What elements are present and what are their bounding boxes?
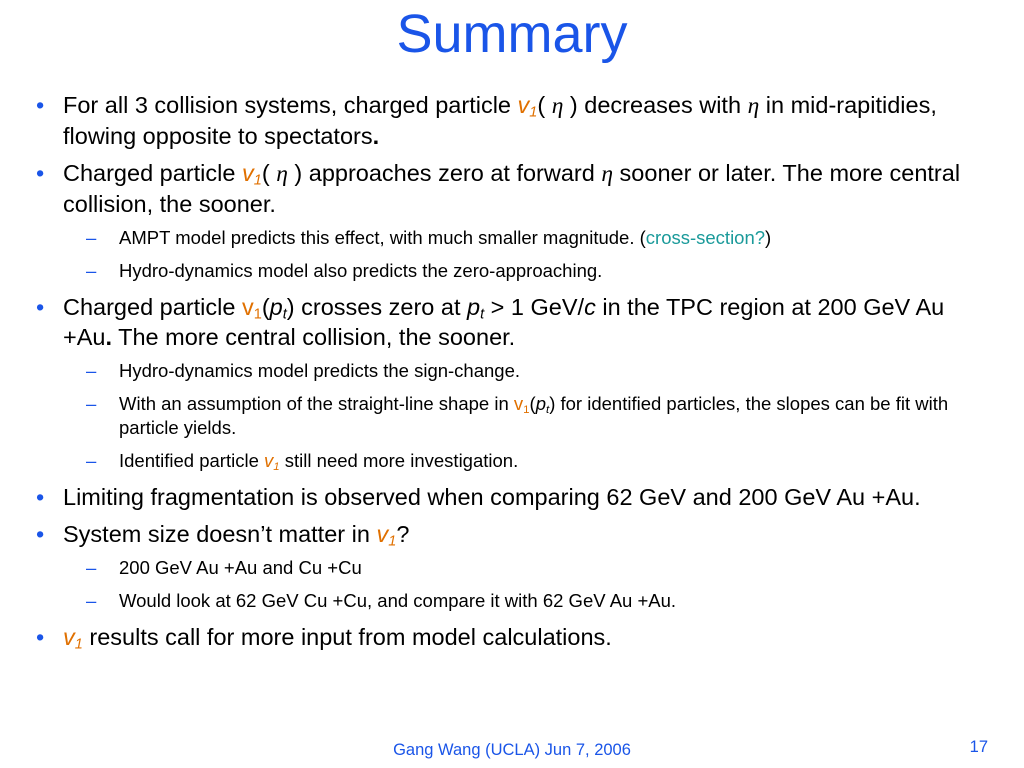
v1-symbol: [241, 294, 262, 323]
text-segment: > 1 GeV/: [484, 294, 585, 320]
pt-symbol: [467, 294, 485, 323]
bullet-icon: •: [36, 521, 45, 547]
subscript: t: [480, 306, 485, 323]
bullet-item: [36, 292, 986, 352]
bullet-icon: •: [36, 92, 45, 118]
text-segment: Charged particle: [63, 160, 242, 186]
v-letter: v: [241, 294, 254, 320]
text-segment: ) crosses zero at: [286, 294, 468, 320]
sub-bullet-item: [36, 226, 986, 250]
text-segment: in mid-rapitidies, flowing opposite to spectators: [63, 92, 937, 149]
text-segment: Would look at 62 GeV Cu +Cu, and compare it with 62 GeV Au +Au.: [119, 590, 677, 611]
text-segment: ?: [396, 521, 410, 547]
v-letter: v: [241, 160, 254, 186]
c-symbol: c: [584, 294, 596, 320]
cross-section-link[interactable]: cross-section?: [645, 227, 766, 248]
p-letter: p: [269, 294, 283, 320]
text-segment: .: [372, 123, 380, 149]
v-letter: v: [517, 92, 530, 118]
text-segment: Identified particle: [119, 450, 265, 471]
dash-icon: –: [86, 227, 97, 248]
eta-symbol: η: [601, 161, 614, 187]
sub-bullet-item: [36, 359, 986, 383]
slide-title: Summary: [396, 4, 628, 64]
dash-icon: –: [86, 360, 97, 381]
bullet-item: [36, 622, 986, 652]
bullet-icon: •: [36, 160, 45, 186]
v-letter: v: [376, 521, 389, 547]
text-segment: still need more investigation.: [279, 450, 519, 471]
text-segment: The more central collision, the sooner.: [112, 324, 516, 350]
eta-symbol: η: [276, 161, 288, 187]
v1-symbol: [63, 624, 83, 653]
subscript: t: [282, 306, 287, 323]
text-segment: (: [529, 393, 536, 414]
text-segment: 200 GeV Au +Au and Cu +Cu: [119, 557, 362, 578]
bullet-icon: •: [36, 624, 45, 650]
v1-symbol: [517, 92, 538, 121]
sub-bullet-item: [36, 556, 986, 580]
text-segment: (: [261, 160, 277, 186]
text-segment: ) decreases with: [563, 92, 748, 118]
text-segment: For all 3 collision systems, charged particle: [63, 92, 518, 118]
bullet-icon: •: [36, 484, 45, 510]
subscript: 1: [529, 104, 538, 121]
pt-symbol: [536, 393, 549, 414]
bullet-item: [36, 158, 986, 219]
eta-symbol: η: [747, 93, 760, 119]
eta-symbol: η: [551, 93, 564, 119]
bullet-item: [36, 90, 986, 151]
sub-bullet-item: [36, 392, 986, 440]
text-segment: With an assumption of the straight-line shape in: [119, 393, 514, 414]
v-letter: v: [63, 624, 75, 650]
v1-symbol: [514, 393, 530, 414]
slide-footer: Gang Wang (UCLA) Jun 7, 2006: [393, 741, 631, 759]
v-letter: v: [513, 393, 524, 414]
text-segment: Limiting fragmentation is observed when comparing 62 GeV and 200 GeV Au +Au.: [63, 484, 921, 510]
v1-symbol: [241, 160, 262, 189]
subscript: 1: [253, 172, 262, 189]
dash-icon: –: [86, 450, 97, 471]
pt-symbol: [269, 294, 287, 323]
dash-icon: –: [86, 393, 97, 414]
text-segment: AMPT model predicts this effect, with much smaller magnitude. (: [119, 227, 646, 248]
v1-symbol: [376, 521, 397, 550]
dash-icon: –: [86, 557, 97, 578]
text-segment: Hydro-dynamics model predicts the sign-change.: [119, 360, 521, 381]
bullet-item: [36, 482, 986, 512]
page-number: 17: [969, 738, 988, 756]
dash-icon: –: [86, 590, 97, 611]
summary-list: [36, 90, 986, 659]
subscript: 1: [74, 636, 83, 653]
v-letter: v: [264, 450, 274, 471]
subscript: 1: [523, 403, 530, 416]
subscript: 1: [388, 533, 397, 550]
sub-bullet-item: [36, 259, 986, 283]
text-segment: ) for identified particles, the slopes can be fit with particle yields.: [119, 393, 949, 438]
text-segment: sooner or later. The more central collision, the sooner.: [63, 160, 961, 217]
text-segment: Charged particle: [63, 294, 242, 320]
text-segment: ): [765, 227, 772, 248]
subscript: t: [546, 403, 550, 416]
bullet-item: [36, 519, 986, 549]
sub-bullet-item: [36, 449, 986, 473]
text-segment: (: [261, 294, 270, 320]
dash-icon: –: [86, 260, 97, 281]
v1-symbol: [264, 450, 280, 471]
text-segment: .: [105, 324, 112, 350]
text-segment: (: [537, 92, 552, 118]
text-segment: System size doesn’t matter in: [63, 521, 377, 547]
text-segment: in the TPC region at 200 GeV Au +Au: [63, 294, 945, 350]
p-letter: p: [467, 294, 481, 320]
bullet-icon: •: [36, 294, 45, 320]
text-segment: ) approaches zero at forward: [287, 160, 602, 186]
subscript: 1: [273, 460, 280, 473]
subscript: 1: [253, 306, 262, 323]
p-letter: p: [535, 393, 546, 414]
text-segment: results call for more input from model calculations.: [82, 624, 612, 650]
sub-bullet-item: [36, 589, 986, 613]
text-segment: Hydro-dynamics model also predicts the zero-approaching.: [119, 260, 603, 281]
